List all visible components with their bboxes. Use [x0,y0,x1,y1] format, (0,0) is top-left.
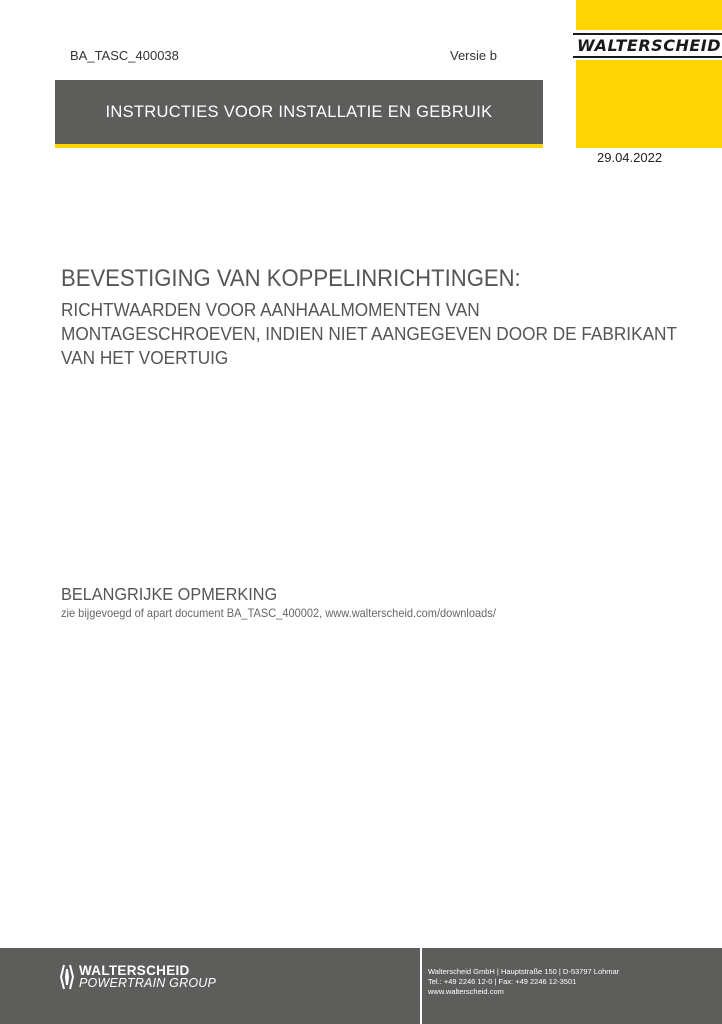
brand-block [576,0,722,148]
sub-heading-line: VAN HET VOERTUIG [61,347,229,368]
footer-logo [60,964,216,990]
sub-heading [61,298,721,370]
footer-logo-group: POWERTRAIN GROUP [79,976,217,990]
footer-contact-website: www.walterscheid.com [428,987,504,996]
notice-text: zie bijgevoegd of apart document BA_TASC_400002, www.walterscheid.com/downloads/ [61,606,496,620]
footer-contact-address: Walterscheid GmbH | Hauptstraße 150 | D-53797 Lohmar [428,967,620,976]
main-heading: BEVESTIGING VAN KOPPELINRICHTINGEN: [61,265,521,292]
footer-contact [428,967,619,997]
footer-contact-phone: Tel.: +49 2246 12-0 | Fax: +49 2246 12-3501 [428,977,577,986]
document-version: Versie b [450,48,497,63]
walterscheid-logo [576,30,722,60]
document-id: BA_TASC_400038 [70,48,179,63]
title-bar [55,80,543,144]
document-title: INSTRUCTIES VOOR INSTALLATIE EN GEBRUIK [105,102,493,121]
document-date: 29.04.2022 [597,150,663,165]
sub-heading-line: MONTAGESCHROEVEN, INDIEN NIET AANGEGEVEN DOOR DE FABRIKANT [61,323,677,344]
footer-logo-name: WALTERSCHEID [79,963,190,978]
walterscheid-mark-icon [60,964,74,990]
footer-logo-text [79,964,216,990]
notice-heading: BELANGRIJKE OPMERKING [61,584,278,604]
title-bar-stripe [55,144,543,148]
sub-heading-line: RICHTWAARDEN VOOR AANHAALMOMENTEN VAN [61,299,480,320]
walterscheid-logo-text: WALTERSCHEID [573,33,722,58]
